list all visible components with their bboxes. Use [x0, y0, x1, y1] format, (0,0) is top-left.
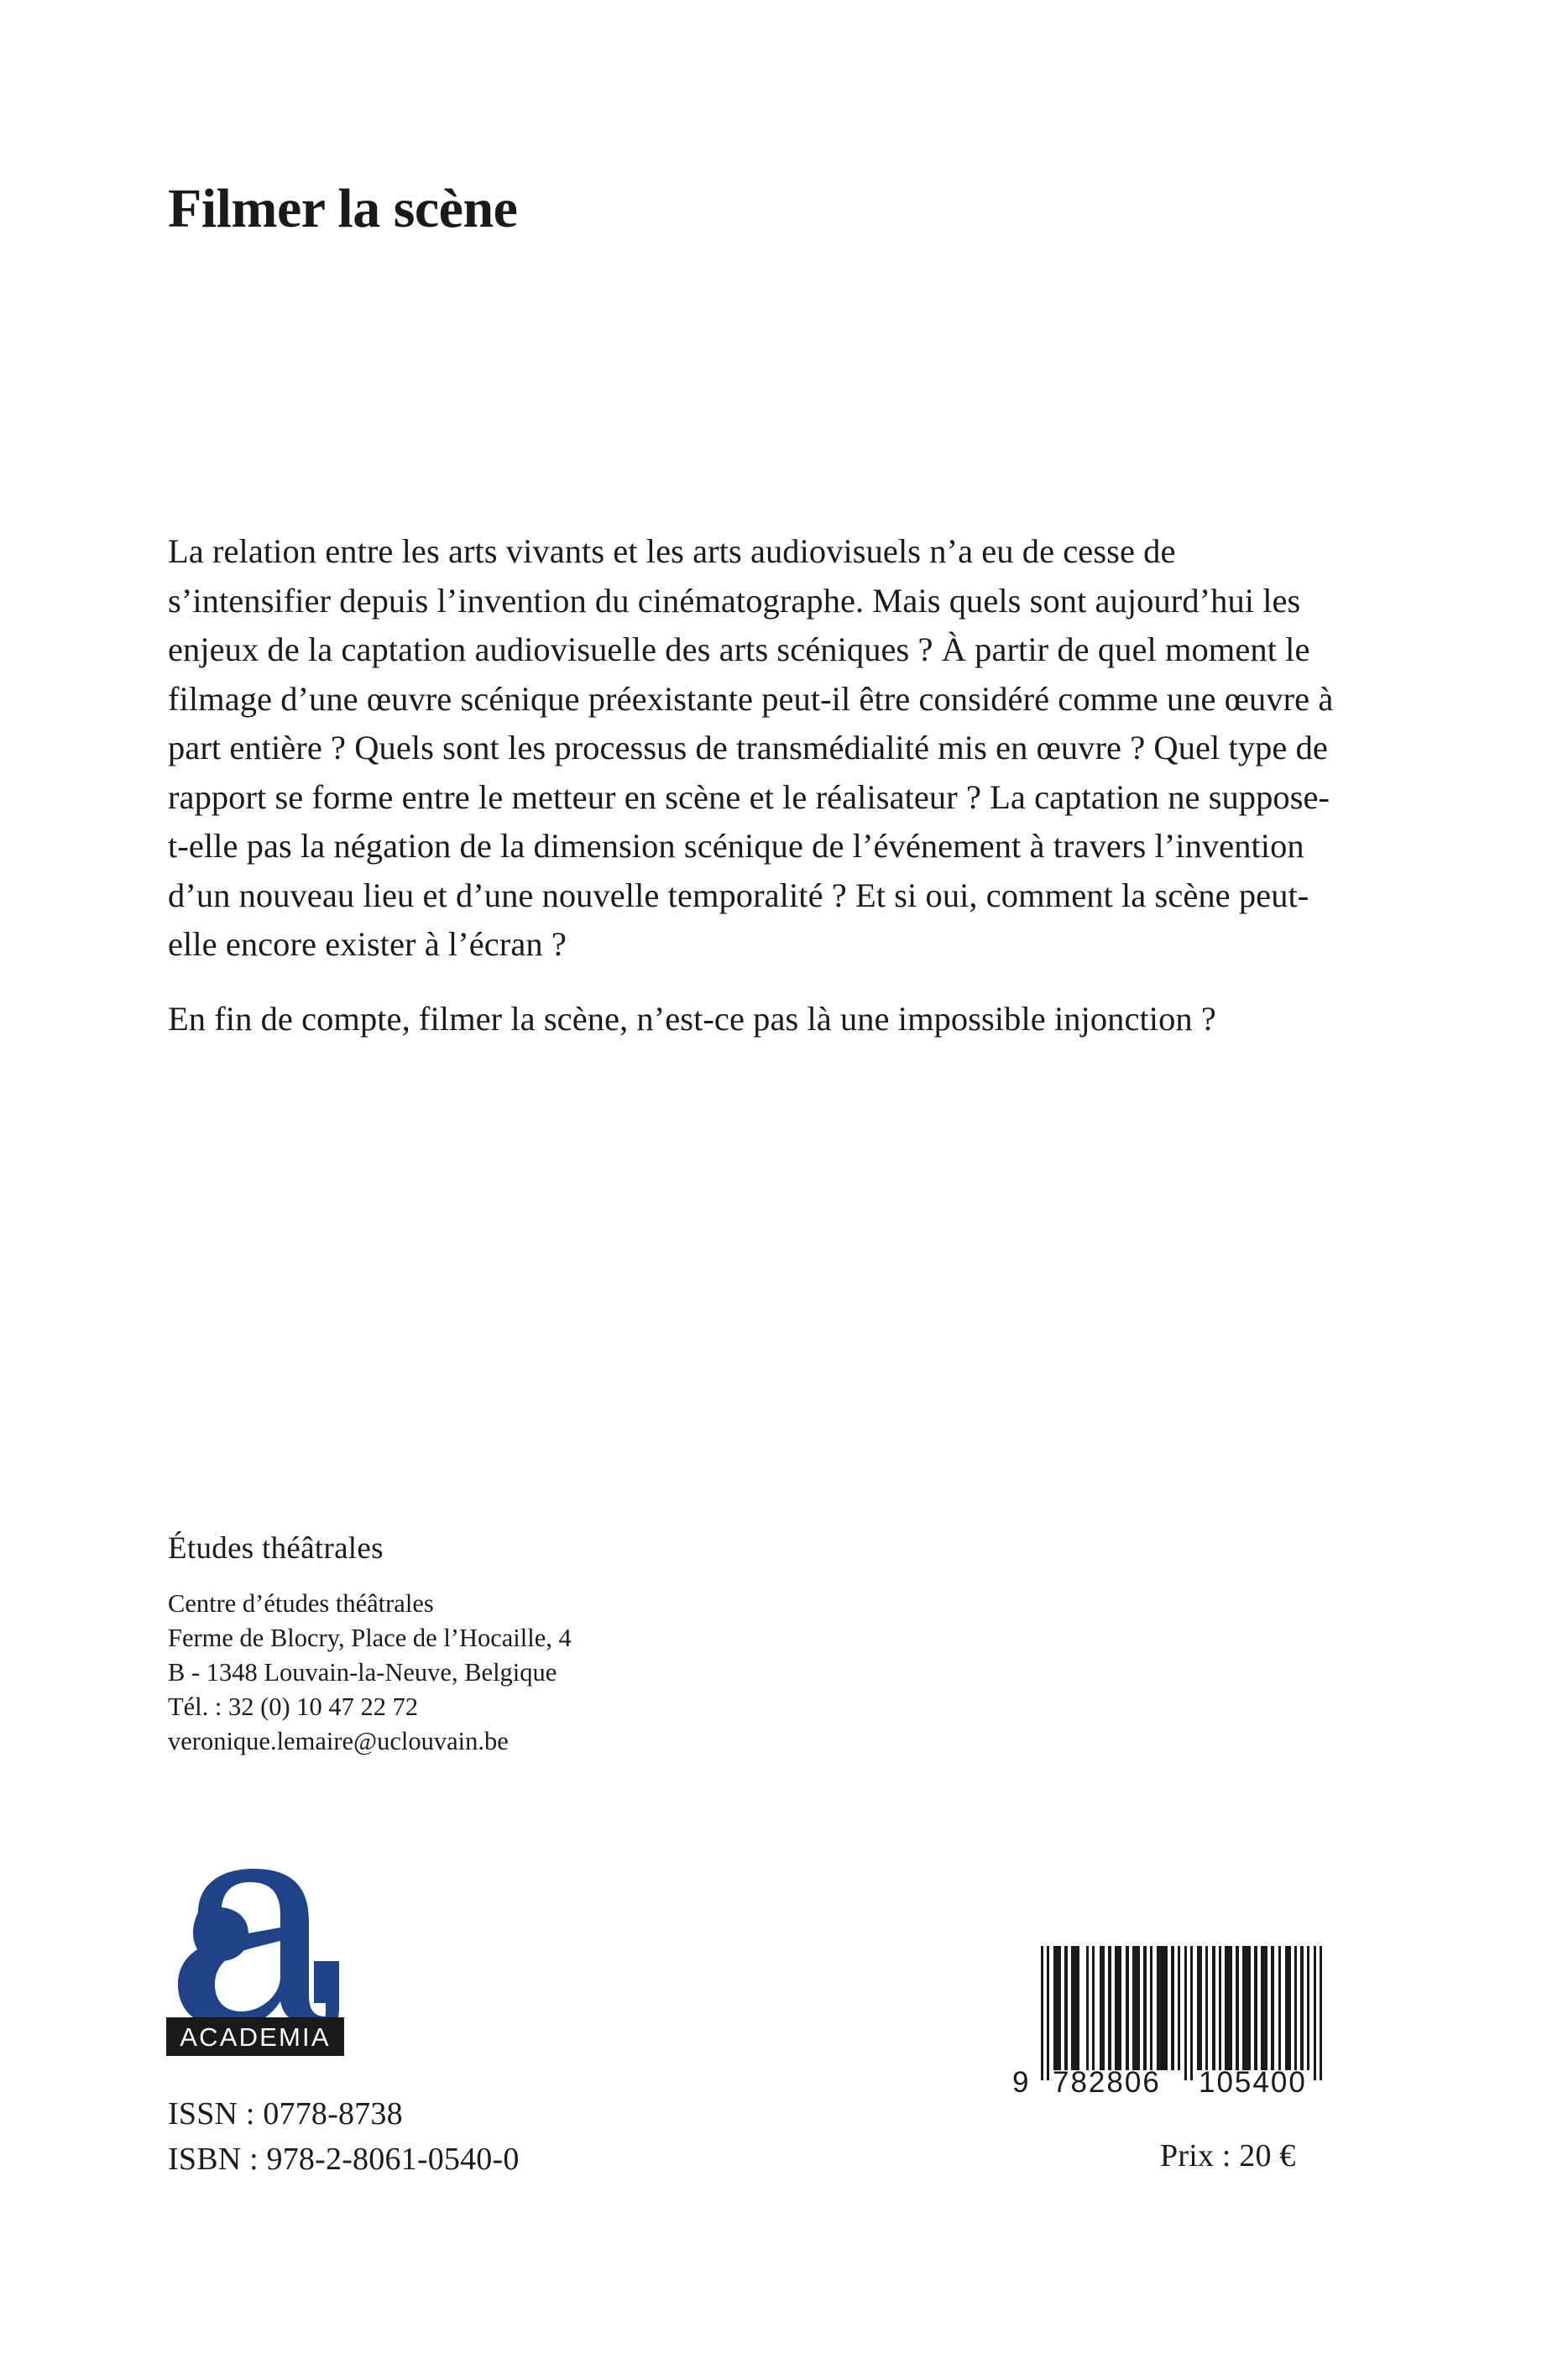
academia-letter-a-icon: [166, 1860, 359, 2028]
academia-wordmark-bar: [166, 2017, 344, 2056]
address-line-street: Ferme de Blocry, Place de l’Hocaille, 4: [168, 1624, 572, 1653]
identifier-block: [168, 2092, 520, 2183]
academia-wordmark-text: ACADEMIA: [180, 2022, 331, 2052]
blurb-paragraph-1: La relation entre les arts vivants et les arts audiovisuels n’a eu de cesse de s’intensifier depuis l’invention du cinématographe. Mais quels sont aujourd’hui les enjeux de la captation audiovisuelle des arts scéniques ? À partir de quel moment le filmage d’une œuvre scénique préexistante peut-il être considéré comme une œuvre à part entière ? Quels sont les processus de transmédialité mis en œuvre ? Quel type de rapport se forme entre le metteur en scène et le réalisateur ? La captation ne suppose-t-elle pas la négation de la dimension scénique de l’événement à travers l’invention d’un nouveau lieu et d’une nouvelle temporalité ? Et si oui, comment la scène peut-elle encore exister à l’écran ?: [168, 532, 1334, 964]
series-info-block: [168, 1530, 923, 1759]
isbn-barcode: [1012, 1946, 1329, 2114]
issn-line: ISSN : 0778-8738: [168, 2096, 403, 2132]
barcode-digit-group-left: 782806: [1053, 2066, 1161, 2099]
blurb-text-block: [168, 527, 1335, 1044]
barcode-bars: [1039, 1946, 1329, 2080]
publisher-logo: [166, 1860, 359, 2064]
barcode-digit-group-right: 105400: [1199, 2066, 1307, 2099]
address-line-institution: Centre d’études théâtrales: [168, 1589, 434, 1619]
address-block: [168, 1587, 923, 1759]
address-line-city: B - 1348 Louvain-la-Neuve, Belgique: [168, 1658, 557, 1687]
series-name: Études théâtrales: [168, 1531, 384, 1566]
isbn-line: ISBN : 978-2-8061-0540-0: [168, 2141, 520, 2177]
address-line-phone: Tél. : 32 (0) 10 47 22 72: [168, 1692, 419, 1722]
blurb-paragraph-2: En fin de compte, filmer la scène, n’est-ce pas là une impossible injonction ?: [168, 999, 1216, 1038]
address-line-email: veronique.lemaire@uclouvain.be: [168, 1727, 509, 1756]
price-label: Prix : 20 €: [1160, 2138, 1296, 2173]
barcode-digit-prefix: 9: [1012, 2066, 1031, 2099]
page-title: Filmer la scène: [168, 178, 518, 239]
